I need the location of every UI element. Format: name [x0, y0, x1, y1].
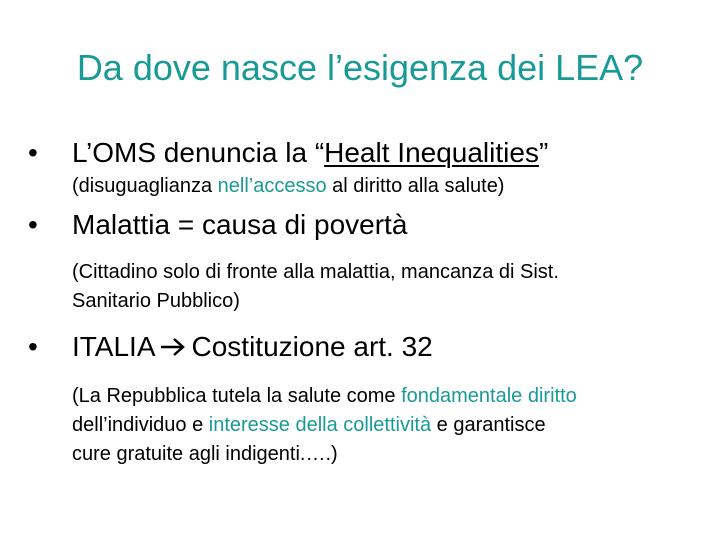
bullet-marker: • — [28, 331, 38, 362]
sub-oms-part3: al diritto alla salute) — [326, 175, 505, 197]
sub-italia-line1 — [72, 382, 577, 410]
sub-italia-line3: cure gratuite agli indigenti.….) — [72, 443, 338, 465]
arrow-right-icon — [160, 331, 186, 351]
bullet-italia-prefix: ITALIA — [72, 331, 156, 362]
bullet-italia-suffix: Costituzione art. 32 — [191, 331, 433, 362]
sub-malattia-line1: (Cittadino solo di fronte alla malattia, mancanza di Sist. — [72, 261, 559, 283]
bullet-malattia — [28, 208, 407, 242]
sub-oms-part1: (disuguaglianza — [72, 175, 218, 197]
sub-italia-line2 — [72, 411, 546, 439]
bullet-oms-underlined: Healt Inequalities — [324, 137, 539, 168]
sub-malattia-line2: Sanitario Pubblico) — [72, 290, 240, 312]
bullet-oms-prefix: L’OMS denuncia la “ — [72, 137, 325, 168]
sub-oms-highlight: nell’accesso — [217, 175, 327, 197]
bullet-marker: • — [28, 209, 38, 240]
bullet-oms-suffix: ” — [538, 137, 549, 168]
bullet-malattia-text: Malattia = causa di povertà — [72, 209, 408, 240]
sub-italia-line2-a: dell’individuo e — [72, 414, 209, 436]
bullet-marker: • — [28, 137, 38, 168]
sub-italia-line2-c: e garantisce — [431, 414, 546, 436]
sub-italia-line2-highlight: interesse della collettività — [208, 414, 432, 436]
sub-italia-line1-highlight: fondamentale diritto — [401, 385, 577, 407]
sub-oms — [72, 172, 504, 200]
bullet-oms — [28, 136, 548, 170]
slide-title: Da dove nasce l’esigenza dei LEA? — [76, 47, 644, 88]
bullet-italia — [28, 330, 433, 364]
sub-italia-line1-a: (La Repubblica tutela la salute come — [72, 385, 402, 407]
